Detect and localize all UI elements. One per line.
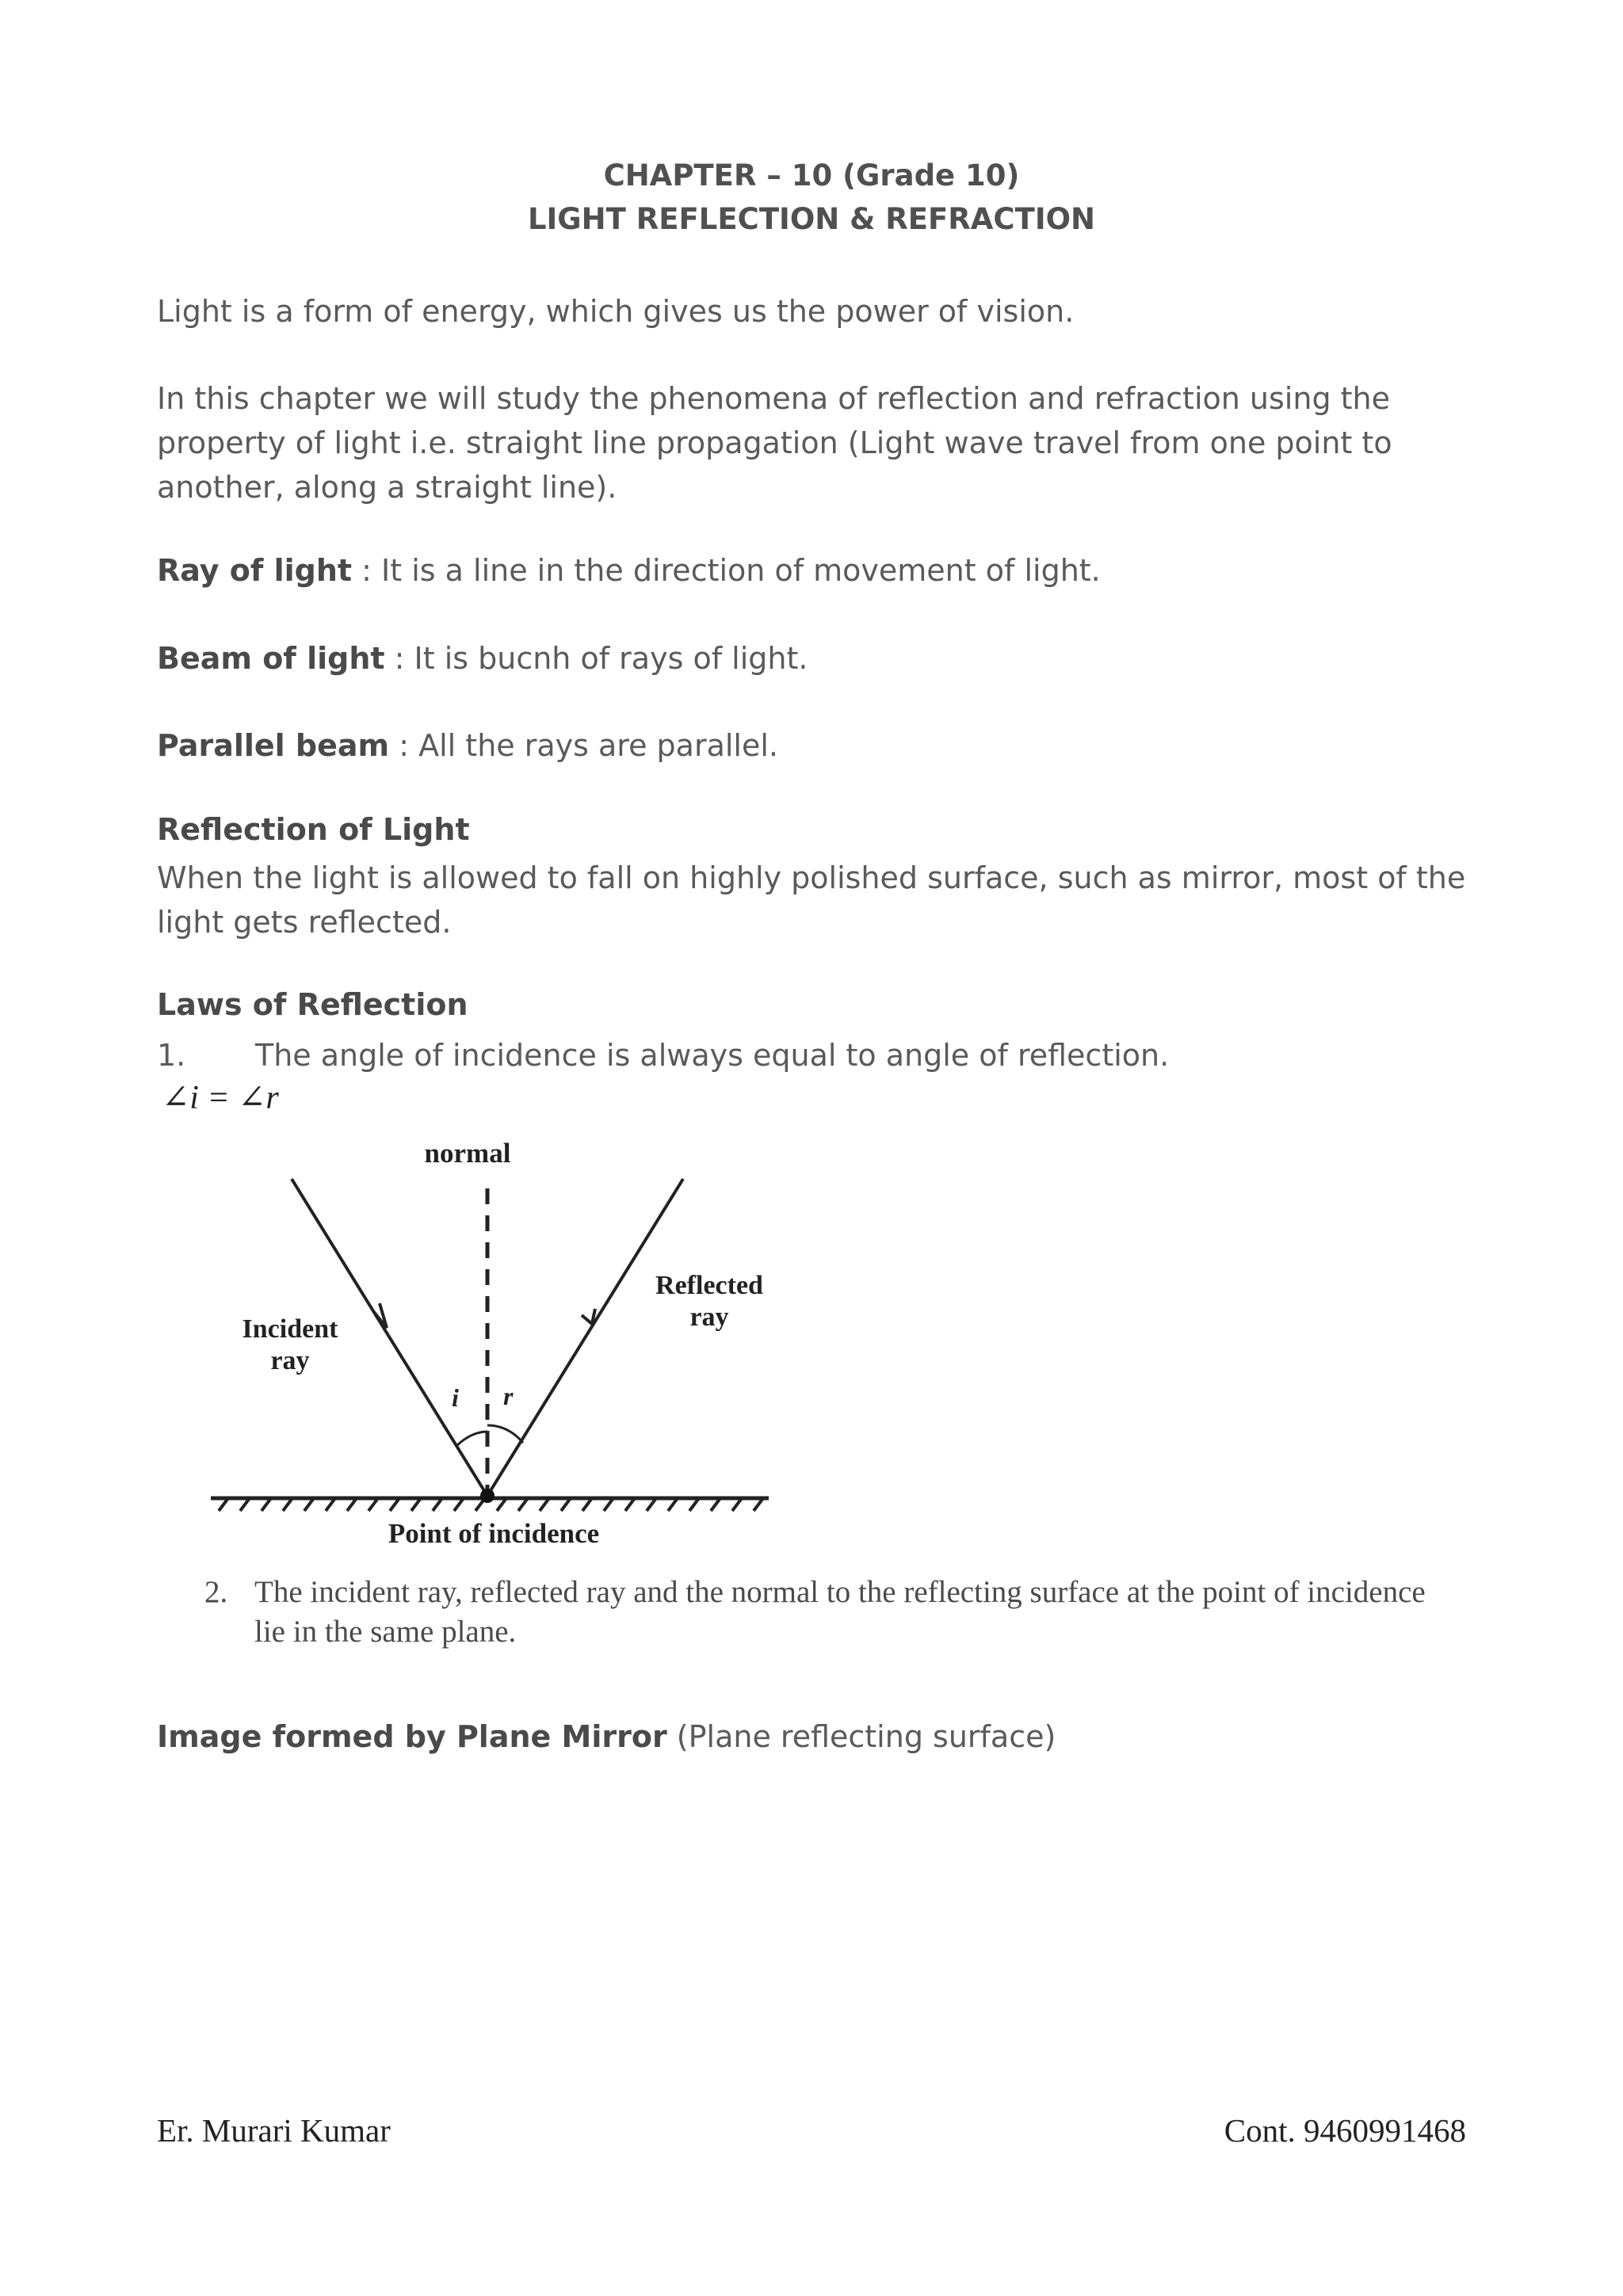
reflected-label-1: Reflected — [655, 1271, 763, 1300]
law-1 — [157, 1033, 1488, 1077]
law-2 — [204, 1573, 1441, 1649]
reflection-diagram — [157, 1074, 803, 1569]
normal-label: normal — [424, 1138, 511, 1169]
definition-ray — [157, 548, 1488, 593]
footer-contact: Cont. 9460991468 — [1224, 2112, 1466, 2149]
angle-i-label: i — [452, 1383, 459, 1412]
law-text: The angle of incidence is always equal to angle of reflection. — [255, 1038, 1170, 1073]
law-text: The incident ray, reflected ray and the normal to the reflecting surface at the point of incidence lie in the same plane. — [254, 1575, 1426, 1649]
definition-beam — [157, 636, 1488, 681]
incident-label-1: Incident — [242, 1314, 338, 1344]
footer-author: Er. Murari Kumar — [157, 2112, 391, 2149]
reflected-ray — [487, 1179, 683, 1496]
formula: ∠i = ∠r — [162, 1080, 279, 1116]
reflection-heading: Reflection of Light — [157, 812, 470, 847]
point-of-incidence-dot — [480, 1489, 495, 1503]
reflected-arrow-icon — [582, 1309, 595, 1324]
laws-heading: Laws of Reflection — [157, 987, 468, 1022]
plane-mirror-heading: Image formed by Plane Mirror — [157, 1719, 667, 1754]
reflected-label-2: ray — [689, 1302, 729, 1332]
definition-text: : It is bucnh of rays of light. — [384, 641, 808, 676]
law-number: 1. — [157, 1038, 186, 1073]
chapter-title: LIGHT REFLECTION & REFRACTION — [527, 202, 1096, 236]
definition-text: : All the rays are parallel. — [389, 728, 779, 763]
plane-mirror-line — [157, 1714, 1488, 1759]
definition-term: Beam of light — [157, 641, 385, 676]
incident-label-2: ray — [270, 1346, 310, 1375]
plane-mirror-subtext: (Plane reflecting surface) — [666, 1719, 1056, 1754]
angle-r-arc — [487, 1425, 523, 1443]
definition-term: Ray of light — [157, 553, 353, 588]
chapter-heading: CHAPTER – 10 (Grade 10) — [603, 158, 1020, 193]
angle-r-label: r — [503, 1382, 514, 1410]
chapter-paragraph: In this chapter we will study the phenomena of reflection and refraction using the property of light i.e. straight line propagation (Light wave travel from one point to another, along a straight line). — [157, 381, 1392, 505]
definition-term: Parallel beam — [157, 728, 390, 763]
definition-text: : It is a line in the direction of movement of light. — [352, 553, 1101, 588]
reflection-paragraph: When the light is allowed to fall on highly polished surface, such as mirror, most of the light gets reflected. — [157, 860, 1466, 940]
angle-i-arc — [456, 1432, 487, 1446]
law-number: 2. — [204, 1575, 228, 1609]
point-label: Point of incidence — [388, 1518, 600, 1549]
definition-parallel-beam — [157, 723, 1488, 768]
intro-paragraph: Light is a form of energy, which gives us the power of vision. — [157, 294, 1075, 329]
